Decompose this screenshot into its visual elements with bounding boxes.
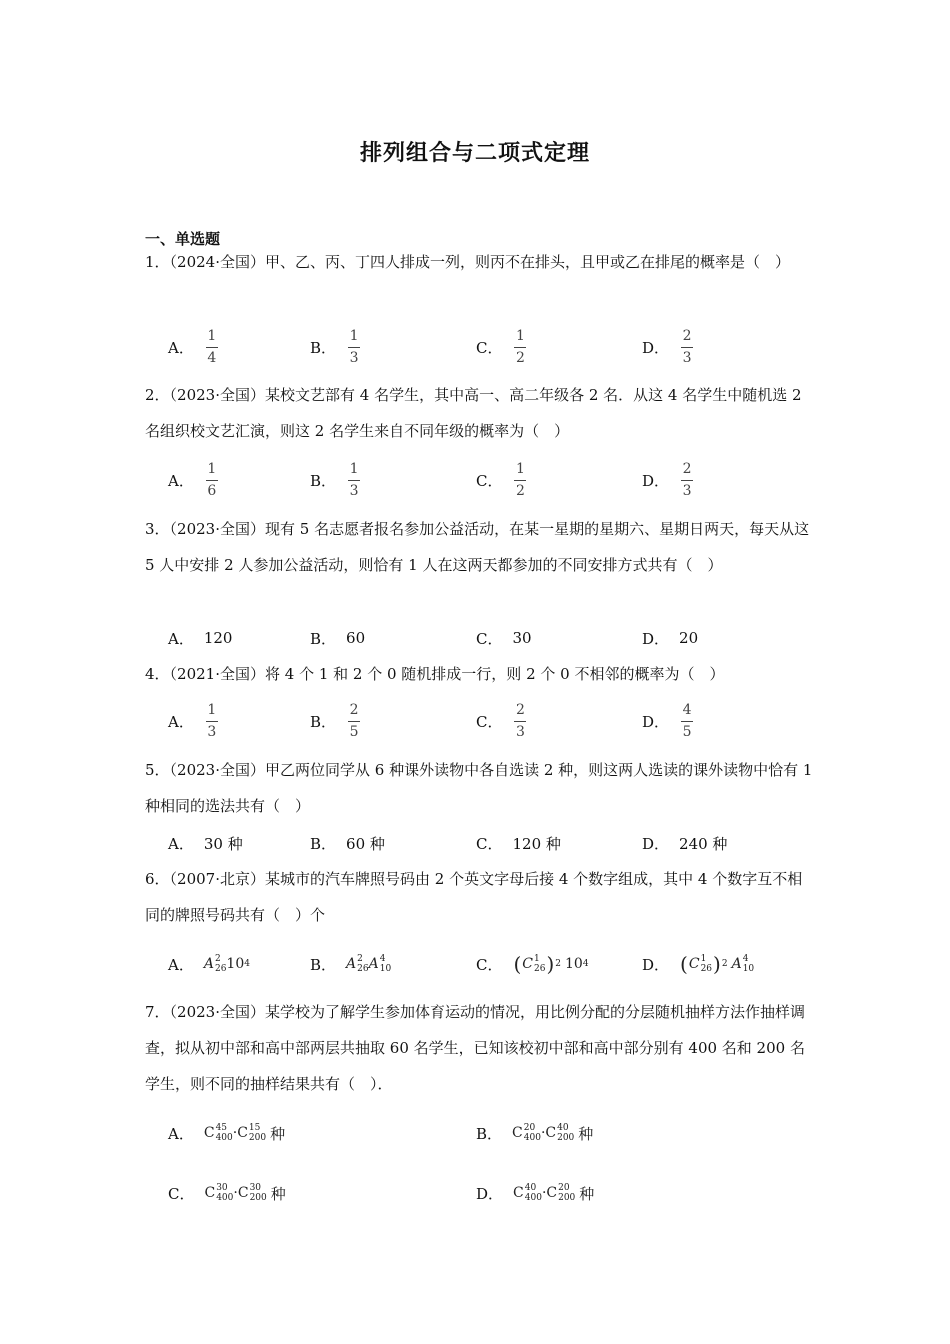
math-expression: C 30 400 · C 30 200 种 xyxy=(204,1183,286,1203)
q1-option-a[interactable]: A． $\frac{1}{4}$ xyxy=(168,327,217,366)
section-heading: 一、单选题 xyxy=(145,230,221,248)
q3-option-d[interactable]: D． 20 xyxy=(642,629,699,648)
q3-option-a[interactable]: A． 120 xyxy=(168,629,233,648)
q2-option-c[interactable]: C． $\frac{1}{2}$ xyxy=(476,460,525,499)
math-expression: A 2 26 10 4 xyxy=(203,954,250,974)
fraction: $\frac{4}{5}$ xyxy=(682,701,692,740)
q4-option-b[interactable]: B． $\frac{2}{5}$ xyxy=(310,701,359,740)
fraction: $\frac{1}{2}$ xyxy=(516,327,525,366)
q2-option-d[interactable]: D． $\frac{2}{3}$ xyxy=(642,460,692,499)
question-3: 3．（2023·全国）现有 5 名志愿者报名参加公益活动，在某一星期的星期六、星期日两天，每天从这 5 人中安排 2 人参加公益活动，则恰有 1 人在这两天都参加的不同安排方式共有（ ） xyxy=(145,520,810,574)
fraction: $\frac{2}{3}$ xyxy=(682,460,692,499)
q3-option-c[interactable]: C． 30 xyxy=(476,629,532,648)
q5-option-d[interactable]: D． 240 种 xyxy=(642,834,728,853)
fraction: $\frac{1}{6}$ xyxy=(207,460,217,499)
math-expression: ( C 1 26 ) 2 10 4 xyxy=(513,952,589,976)
q2-option-b[interactable]: B． $\frac{1}{3}$ xyxy=(310,460,359,499)
fraction: $\frac{2}{5}$ xyxy=(349,701,359,740)
fraction: $\frac{1}{3}$ xyxy=(207,701,217,740)
math-expression: C 20 400 · C 40 200 种 xyxy=(512,1123,594,1143)
math-expression: C 40 400 · C 20 200 种 xyxy=(513,1183,595,1203)
q2-option-a[interactable]: A． $\frac{1}{6}$ xyxy=(168,460,217,499)
fraction: $\frac{1}{3}$ xyxy=(349,327,359,366)
math-expression: ( C 1 26 ) 2 A 4 10 xyxy=(680,952,755,976)
question-2: 2．（2023·全国）某校文艺部有 4 名学生，其中高一、高二年级各 2 名．从这 4 名学生中随机选 2 名组织校文艺汇演，则这 2 名学生来自不同年级的概率为（ ） xyxy=(145,386,802,440)
q1-option-c[interactable]: C． $\frac{1}{2}$ xyxy=(476,327,525,366)
q7-option-d[interactable]: D． C 40 400 · C 20 200 种 xyxy=(476,1183,595,1203)
fraction: $\frac{1}{4}$ xyxy=(207,327,217,366)
fraction: $\frac{2}{3}$ xyxy=(682,327,692,366)
fraction: $\frac{1}{2}$ xyxy=(516,460,525,499)
q4-option-a[interactable]: A． $\frac{1}{3}$ xyxy=(168,701,217,740)
q6-option-b[interactable]: B． A 2 26 A 4 10 xyxy=(310,954,392,974)
q7-option-b[interactable]: B． C 20 400 · C 40 200 种 xyxy=(476,1123,594,1143)
math-expression: A 2 26 A 4 10 xyxy=(346,954,392,974)
q4-option-d[interactable]: D． $\frac{4}{5}$ xyxy=(642,701,692,740)
question-1: 1．（2024·全国）甲、乙、丙、丁四人排成一列，则丙不在排头，且甲或乙在排尾的概率是（ ） xyxy=(145,253,790,271)
q6-option-c[interactable]: C． ( C 1 26 ) 2 10 4 xyxy=(476,952,589,976)
question-6: 6．（2007·北京）某城市的汽车牌照号码由 2 个英文字母后接 4 个数字组成，其中 4 个数字互不相同的牌照号码共有（ ）个 xyxy=(145,870,803,924)
q5-option-c[interactable]: C． 120 种 xyxy=(476,834,561,853)
q5-option-a[interactable]: A． 30 种 xyxy=(168,834,243,853)
q7-option-a[interactable]: A． C 45 400 · C 15 200 种 xyxy=(168,1123,286,1143)
question-5: 5．（2023·全国）甲乙两位同学从 6 种课外读物中各自选读 2 种，则这两人选读的课外读物中恰有 1 种相同的选法共有（ ） xyxy=(145,761,813,815)
q3-option-b[interactable]: B． 60 xyxy=(310,629,366,648)
math-expression: C 45 400 · C 15 200 种 xyxy=(203,1123,286,1143)
q6-option-d[interactable]: D． ( C 1 26 ) 2 A 4 10 xyxy=(642,952,755,976)
page-title: 排列组合与二项式定理 xyxy=(359,140,590,166)
q1-option-b[interactable]: B． $\frac{1}{3}$ xyxy=(310,327,359,366)
q4-option-c[interactable]: C． $\frac{2}{3}$ xyxy=(476,701,525,740)
q6-option-a[interactable]: A． A 2 26 10 4 xyxy=(168,954,250,974)
q5-option-b[interactable]: B． 60 种 xyxy=(310,834,385,853)
question-4: 4．（2021·全国）将 4 个 1 和 2 个 0 随机排成一行，则 2 个 0 不相邻的概率为（ ） xyxy=(145,665,725,683)
fraction: $\frac{2}{3}$ xyxy=(516,701,525,740)
q7-option-c[interactable]: C． C 30 400 · C 30 200 种 xyxy=(168,1183,286,1203)
question-7: 7．（2023·全国）某学校为了解学生参加体育运动的情况，用比例分配的分层随机抽样方法作抽样调查，拟从初中部和高中部两层共抽取 60 名学生，已知该校初中部和高中部分别有 400 名和 200 名学生，则不同的抽样结果共有（ ）． xyxy=(145,1003,805,1093)
fraction: $\frac{1}{3}$ xyxy=(349,460,359,499)
q1-option-d[interactable]: D． $\frac{2}{3}$ xyxy=(642,327,692,366)
